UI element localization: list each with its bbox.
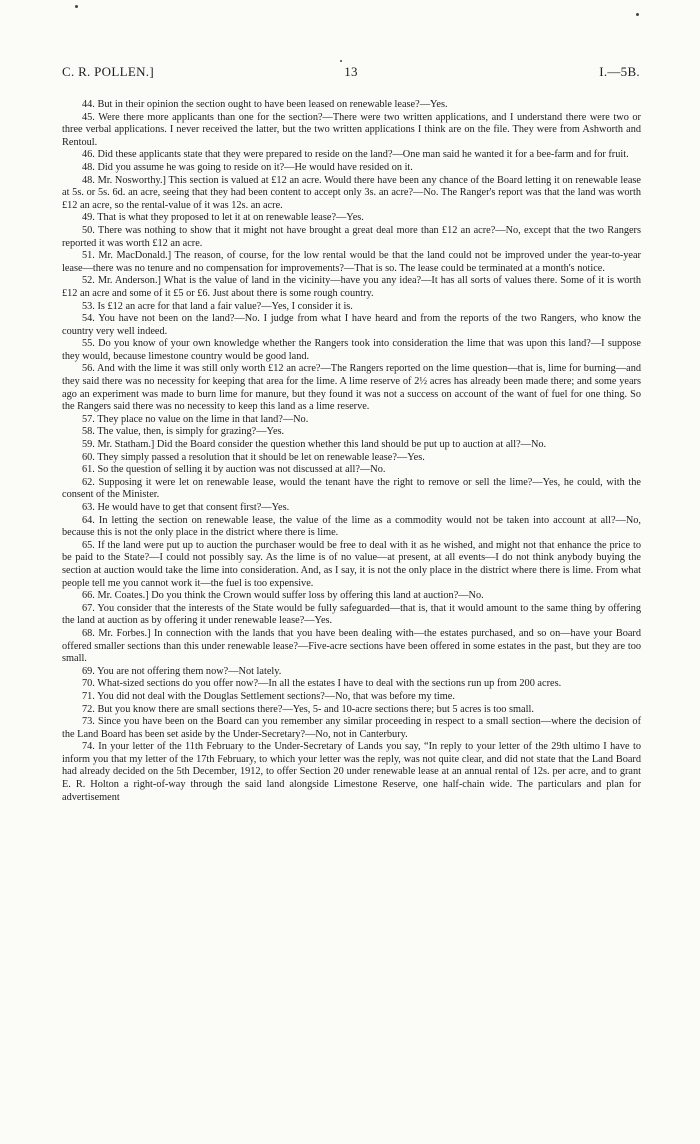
scan-speck bbox=[75, 5, 78, 8]
paragraph-q64: 64. In letting the section on renewable lease, the value of the lime as a commodity would not be taken into account at all?—No, because this is not the only place in the district where there is lime. bbox=[62, 514, 641, 539]
paragraph-q73: 73. Since you have been on the Board can you remember any similar proceeding in respect to a small section—where the decision of the Land Board has been set aside by the Under-Secretary?—No, not in Canterbury. bbox=[62, 716, 641, 740]
paragraph-q61: 61. So the question of selling it by auction was not discussed at all?—No. bbox=[82, 464, 386, 476]
paragraph-q72: 72. But you know there are small sections there?—Yes, 5- and 10-acre sections there; but 5 acres is too small. bbox=[82, 703, 534, 715]
paragraph-q62: 62. Supposing it were let on renewable lease, would the tenant have the right to remove or sell the lime?—Yes, he could, with the consent of the Minister. bbox=[62, 476, 641, 501]
paragraph-q69: 69. You are not offering them now?—Not lately. bbox=[82, 665, 282, 677]
paragraph-q48a: 48. Did you assume he was going to reside on it?—He would have resided on it. bbox=[82, 161, 413, 173]
paragraph-q49: 49. That is what they proposed to let it at on renewable lease?—Yes. bbox=[82, 212, 364, 224]
paragraph-q45: 45. Were there more applicants than one for the section?—There were two written applications, and I understand there were two or three verbal applications. I never received the latter, but the two written applications I think are on the file. They were from Ashworth and Rentoul. bbox=[62, 111, 641, 148]
scan-speck bbox=[340, 60, 342, 62]
page-header bbox=[62, 64, 640, 84]
paragraph-q52: 52. Mr. Anderson.] What is the value of land in the vicinity—have you any idea?—It has all sorts of values there. Some of it is worth £12 an acre and some of it £5 or £6. Just about there is some rough country. bbox=[62, 275, 641, 299]
paragraph-q65: 65. If the land were put up to auction the purchaser would be free to deal with it as he wished, and might not that enhance the price to be paid to the State?—I could not possibly say. As the lime is of no value—at present, at all events—I do not think anybody buying the section at auction would take the lime into consideration. And, as I say, it is not the only place in the district where there is lime. From what people tell me you cannot work it—the fuel is too expensive. bbox=[62, 539, 641, 589]
paragraph-q66: 66. Mr. Coates.] Do you think the Crown would suffer loss by offering this land at auction?—No. bbox=[82, 590, 484, 602]
paragraph-q71: 71. You did not deal with the Douglas Settlement sections?—No, that was before my time. bbox=[82, 690, 455, 702]
paragraph-q70: 70. What-sized sections do you offer now?—In all the estates I have to deal with the sections run up from 200 acres. bbox=[82, 678, 562, 690]
paragraph-q50: 50. There was nothing to show that it might not have brought a great deal more than £12 an acre?—No, except that the two Rangers reported it was worth £12 an acre. bbox=[62, 224, 641, 249]
paragraph-q54: 54. You have not been on the land?—No. I judge from what I have heard and from the reports of the two Rangers, who know the country very well indeed. bbox=[62, 313, 641, 337]
header-paper-reference: I.—5B. bbox=[599, 64, 640, 79]
paragraph-q74: 74. In your letter of the 11th February to the Under-Secretary of Lands you say, “In reply to your letter of the 29th ultimo I have to inform you that my letter of the 17th February, to which your letter was the reply, was not quite clear, and did not state that the Land Board had already decided on the 5th December, 1912, to offer Section 20 under renewable lease at an annual rental of 12s. per acre, and to grant E. R. Holton a right-of-way through the said land alongside Limestone Reserve, one half-chain wide. The particulars and plan for advertisement bbox=[62, 741, 641, 803]
paragraph-q56: 56. And with the lime it was still only worth £12 an acre?—The Rangers reported on the lime question—that is, lime for burning—and they said there was no necessity for keeping that area for the lime. A lime reserve of 2½ acres has already been made there; and some years ago an experiment was made to burn lime for manure, but they found it was not a success on account of the want of fuel for one thing. So the Rangers said there was no necessity to keep this land as a lime reserve. bbox=[62, 363, 641, 413]
paragraph-q57: 57. They place no value on the lime in that land?—No. bbox=[82, 413, 309, 425]
paragraph-q63: 63. He would have to get that consent first?—Yes. bbox=[82, 502, 290, 513]
page-number: 13 bbox=[344, 64, 358, 79]
paragraph-q48b: 48. Mr. Nosworthy.] This section is valued at £12 an acre. Would there have been any chance of the Board letting it on renewable lease at 5s. or 5s. 6d. an acre, seeing that they had been content to accept only 3s. an acre?—No. The Ranger's report was that the land was worth £12 an acre, so the rental-value of it was 12s. an acre. bbox=[62, 174, 641, 211]
paragraph-q51: 51. Mr. MacDonald.] The reason, of course, for the low rental would be that the land could not be improved under the year-to-year lease—there was no tenure and no compensation for improvements?—That is so. The lease could be terminated at a month's notice. bbox=[62, 250, 641, 274]
header-witness-name: C. R. POLLEN.] bbox=[62, 64, 154, 79]
testimony-body bbox=[62, 99, 641, 804]
paragraph-q58: 58. The value, then, is simply for grazing?—Yes. bbox=[82, 426, 285, 438]
paragraph-q59: 59. Mr. Statham.] Did the Board consider the question whether this land should be put up to auction at all?—No. bbox=[82, 439, 547, 451]
paragraph-q68: 68. Mr. Forbes.] In connection with the lands that you have been dealing with—the estates purchased, and so on—have your Board offered smaller sections than this under renewable lease?—Five-acre sections have been offered in some estates in the past, but they are too small. bbox=[62, 627, 641, 665]
paragraph-q44: 44. But in their opinion the section ought to have been leased on renewable lease?—Yes. bbox=[82, 99, 448, 110]
scan-speck bbox=[636, 13, 639, 16]
paragraph-q46: 46. Did these applicants state that they were prepared to reside on the land?—One man said he wanted it for a bee-farm and for fruit. bbox=[82, 149, 629, 161]
paragraph-q55: 55. Do you know of your own knowledge whether the Rangers took into consideration the lime that was upon this land?—I suppose they would, because limestone country would be good land. bbox=[62, 338, 641, 362]
paragraph-q67: 67. You consider that the interests of the State would be fully safeguarded—that is, that it would amount to the same thing by offering the land at auction as by offering it under renewable lease?—Yes. bbox=[62, 602, 641, 627]
paragraph-q60: 60. They simply passed a resolution that it should be let on renewable lease?—Yes. bbox=[82, 451, 425, 463]
paragraph-q53: 53. Is £12 an acre for that land a fair value?—Yes, I consider it is. bbox=[82, 300, 353, 312]
